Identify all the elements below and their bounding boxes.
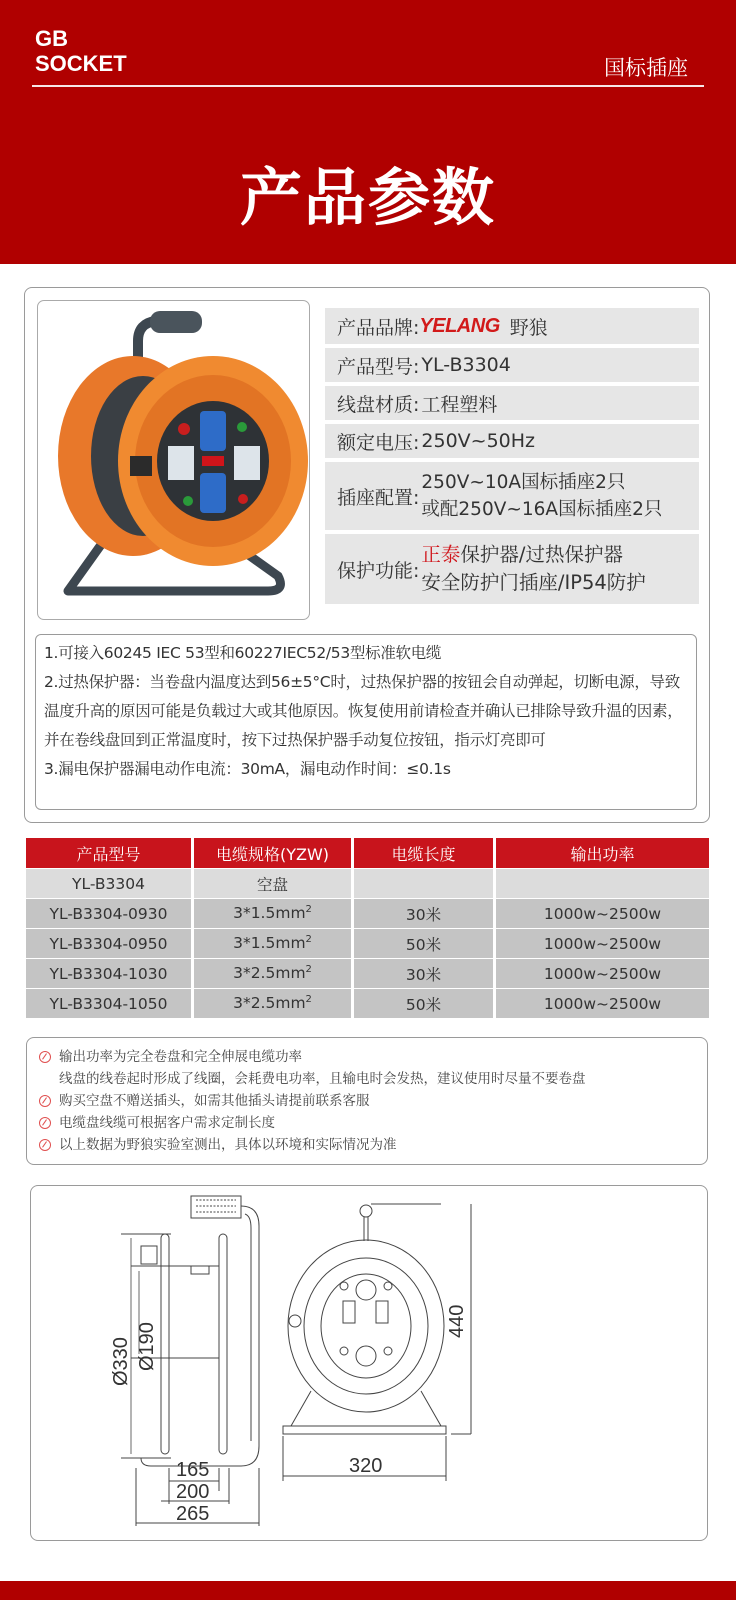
info-icon xyxy=(39,1051,51,1063)
cable-spec: 3*1.5mm xyxy=(233,934,306,953)
spec-value-text: 保护器/过热保护器 xyxy=(460,543,623,566)
spec-model xyxy=(325,348,699,382)
tip-text: 线盘的线卷起时形成了线圈，会耗费电功率，且输电时会发热，建议使用时尽量不要卷盘 xyxy=(59,1071,586,1087)
note-item: 3.漏电保护器漏电动作电流：30mA，漏电动作时间：≤0.1s xyxy=(44,760,451,778)
superscript: 2 xyxy=(305,904,312,916)
spec-value: 工程塑料 xyxy=(421,393,498,416)
spec-value-line xyxy=(421,541,645,569)
table-cell: YL-B3304-0950 xyxy=(26,928,194,958)
info-icon xyxy=(39,1139,51,1151)
tip-text: 电缆盘线缆可根据客户需求定制长度 xyxy=(59,1115,275,1131)
brand-line-2: SOCKET xyxy=(35,51,127,76)
spec-value: 野狼 xyxy=(509,316,548,339)
table-cell: 50米 xyxy=(354,928,496,958)
spec-label: 产品型号: xyxy=(337,355,420,378)
cable-reel-image xyxy=(38,301,310,620)
column-header: 产品型号 xyxy=(26,838,194,868)
table-row xyxy=(26,898,709,928)
table-row xyxy=(26,928,709,958)
cable-spec: 3*2.5mm xyxy=(233,964,306,983)
table-cell xyxy=(354,868,496,898)
table-row xyxy=(26,868,709,898)
spec-value xyxy=(421,541,645,597)
spec-value: 250V~50Hz xyxy=(421,430,536,452)
table-cell: 50米 xyxy=(354,988,496,1018)
category-tag: 国标插座 xyxy=(604,56,688,80)
footer-banner xyxy=(0,1581,736,1600)
cable-spec: 3*1.5mm xyxy=(233,904,306,923)
tip-item xyxy=(39,1134,707,1156)
table-cell: YL-B3304-1050 xyxy=(26,988,194,1018)
table-cell: 1000w~2500w xyxy=(496,898,709,928)
spec-label: 产品品牌: xyxy=(337,316,420,339)
spec-value-line: 250V~10A国标插座2只 xyxy=(421,472,626,493)
table-cell: 30米 xyxy=(354,958,496,988)
depth-total-label: 265 xyxy=(176,1503,210,1525)
brand-line-1: GB xyxy=(35,26,68,51)
spec-label: 保护功能: xyxy=(337,559,420,582)
table-cell xyxy=(194,988,354,1018)
tip-text: 以上数据为野狼实验室测出，具体以环境和实际情况为准 xyxy=(59,1137,397,1153)
tips-box xyxy=(26,1037,708,1165)
column-header: 输出功率 xyxy=(496,838,709,868)
height-label: 440 xyxy=(446,1304,468,1338)
tip-item-continued xyxy=(39,1068,707,1090)
brand-logo: YELANG xyxy=(419,314,500,337)
inner-diameter-label: Ø190 xyxy=(136,1322,158,1371)
tip-text: 输出功率为完全卷盘和完全伸展电缆功率 xyxy=(59,1049,302,1065)
outer-diameter-label: Ø330 xyxy=(110,1337,132,1386)
spec-value-line: 或配250V~16A国标插座2只 xyxy=(421,499,663,520)
dimension-diagram xyxy=(30,1185,708,1541)
spec-brand xyxy=(325,308,699,344)
tip-text: 购买空盘不赠送插头，如需其他插头请提前联系客服 xyxy=(59,1093,370,1109)
spec-card xyxy=(24,287,710,823)
cable-spec: 3*2.5mm xyxy=(233,994,306,1013)
info-icon xyxy=(39,1117,51,1129)
table-cell: 空盘 xyxy=(194,868,354,898)
info-icon xyxy=(39,1095,51,1107)
table-row xyxy=(26,988,709,1018)
table-cell: YL-B3304-0930 xyxy=(26,898,194,928)
header-banner xyxy=(0,0,736,264)
table-cell xyxy=(194,958,354,988)
table-cell: 30米 xyxy=(354,898,496,928)
tip-item xyxy=(39,1090,707,1112)
table-cell: YL-B3304 xyxy=(26,868,194,898)
spec-value-line: 安全防护门插座/IP54防护 xyxy=(421,571,646,594)
table-cell xyxy=(194,898,354,928)
tip-item xyxy=(39,1046,707,1068)
width-label: 320 xyxy=(349,1455,383,1477)
table-header-row xyxy=(26,838,709,868)
depth-inner-label: 165 xyxy=(176,1459,210,1481)
product-photo xyxy=(37,300,310,620)
superscript: 2 xyxy=(305,994,312,1006)
note-item: 2.过热保护器：当卷盘内温度达到56±5°C时，过热保护器的按钮会自动弹起，切断电源，导致温度升高的原因可能是负载过大或其他原因。恢复使用前请检查并确认已排除导致升温的因素，并在卷线盘回到正常温度时，按下过热保护器手动复位按钮，指示灯亮即可 xyxy=(44,673,683,749)
notes-box xyxy=(35,634,697,810)
brand-highlight: 正泰 xyxy=(421,543,461,566)
reel-drawing xyxy=(31,1186,709,1542)
table-cell xyxy=(496,868,709,898)
spec-value: YL-B3304 xyxy=(421,354,511,376)
brand-mark xyxy=(35,26,127,76)
spec-label: 插座配置: xyxy=(337,486,420,509)
spec-label: 额定电压: xyxy=(337,431,420,454)
spec-material xyxy=(325,386,699,420)
table-cell: 1000w~2500w xyxy=(496,988,709,1018)
spec-label: 线盘材质: xyxy=(337,393,420,416)
spec-voltage xyxy=(325,424,699,458)
table-cell xyxy=(194,928,354,958)
spec-list xyxy=(325,308,699,608)
spec-protection xyxy=(325,534,699,604)
model-table xyxy=(26,838,709,1018)
superscript: 2 xyxy=(305,964,312,976)
column-header: 电缆规格(YZW) xyxy=(194,838,354,868)
depth-mid-label: 200 xyxy=(176,1481,210,1503)
note-item: 1.可接入60245 IEC 53型和60227IEC52/53型标准软电缆 xyxy=(44,644,442,662)
table-row xyxy=(26,958,709,988)
spec-value xyxy=(421,469,662,523)
spec-sockets xyxy=(325,462,699,530)
header-divider xyxy=(32,85,704,87)
column-header: 电缆长度 xyxy=(354,838,496,868)
table-cell: 1000w~2500w xyxy=(496,928,709,958)
superscript: 2 xyxy=(305,934,312,946)
page-title: 产品参数 xyxy=(239,161,496,234)
table-cell: YL-B3304-1030 xyxy=(26,958,194,988)
table-cell: 1000w~2500w xyxy=(496,958,709,988)
tip-item xyxy=(39,1112,707,1134)
